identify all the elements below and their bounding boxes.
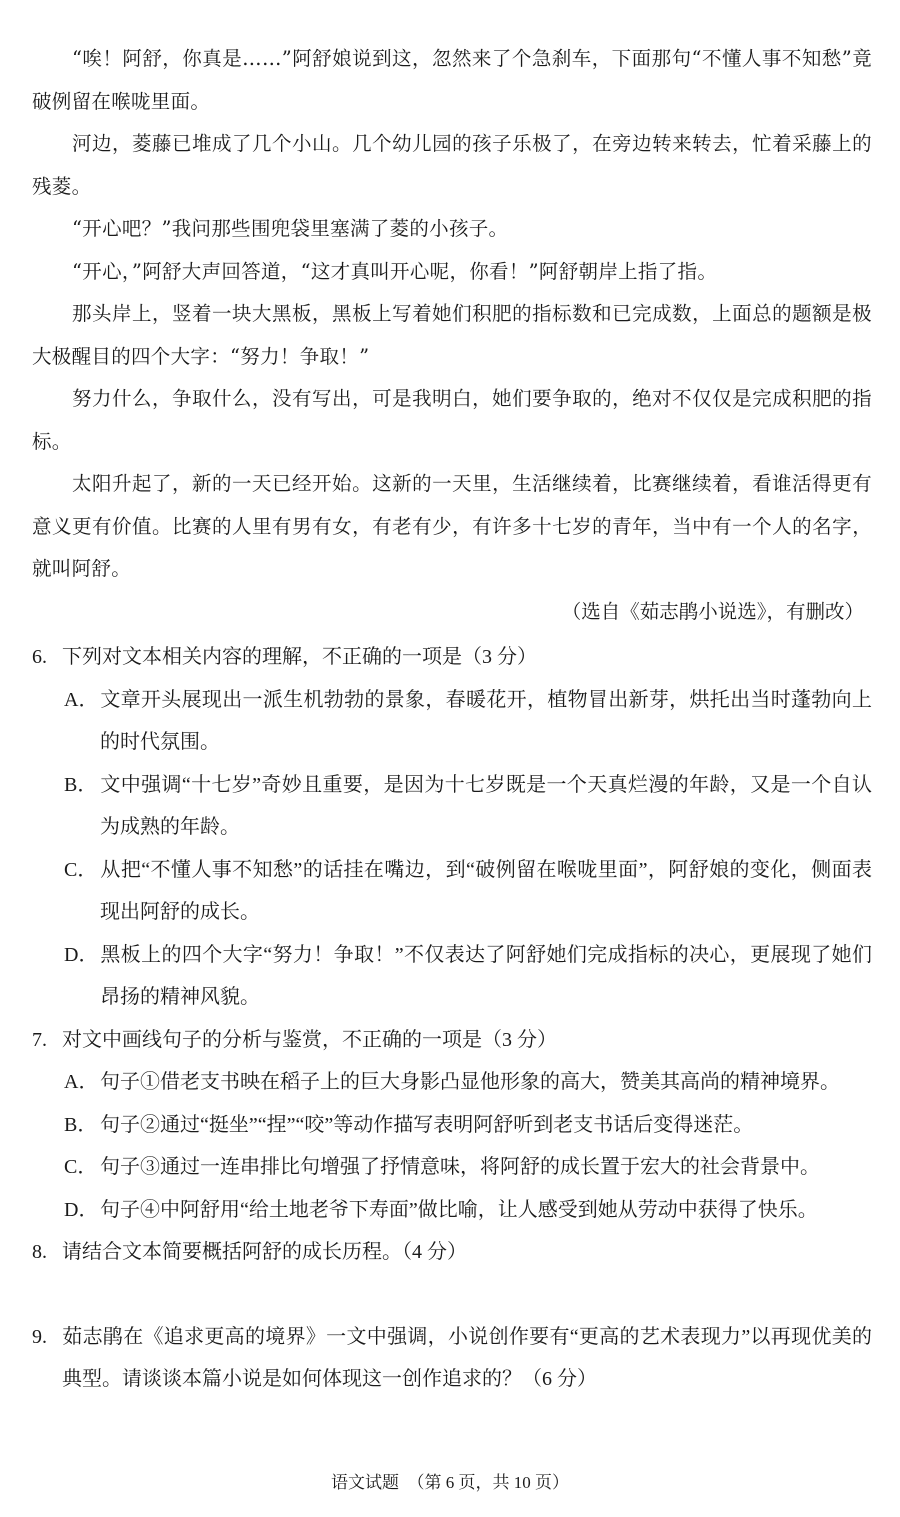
passage-paragraph: “开心吧？”我问那些围兜袋里塞满了菱的小孩子。	[72, 217, 509, 240]
option-letter: A．	[64, 688, 99, 711]
option-letter: A．	[64, 1071, 99, 1093]
passage-paragraph: 那头岸上，竖着一块大黑板，黑板上写着她们积肥的指标数和已完成数，上面总的题额是极大极醒目的四个大字：“努力！争取！”	[32, 302, 872, 368]
option-d	[32, 934, 872, 1019]
page-footer: 语文试题 （第 6 页，共 10 页）	[331, 1473, 569, 1492]
passage-paragraph: 努力什么，争取什么，没有写出，可是我明白，她们要争取的，绝对不仅仅是完成积肥的指标。	[32, 387, 872, 453]
option-c	[32, 1146, 872, 1189]
question-number: 9.	[32, 1325, 47, 1348]
question-list	[32, 636, 872, 1401]
option-a	[32, 679, 872, 764]
question-8	[32, 1231, 872, 1274]
passage-source: （选自《茹志鹃小说选》，有删改）	[561, 599, 864, 623]
option-letter: D．	[64, 943, 99, 966]
question-number: 7.	[32, 1028, 47, 1051]
question-text: 茹志鹃在《追求更高的境界》一文中强调，小说创作要有“更高的艺术表现力”以再现优美的典型。请谈谈本篇小说是如何体现这一创作追求的？（6 分）	[62, 1325, 872, 1390]
question-text: 对文中画线句子的分析与鉴赏，不正确的一项是（3 分）	[62, 1028, 557, 1051]
option-text: 文章开头展现出一派生机勃勃的景象，春暖花开，植物冒出新芽，烘托出当时蓬勃向上的时代氛围。	[100, 688, 872, 753]
option-text: 句子①借老支书映在稻子上的巨大身影凸显他形象的高大，赞美其高尚的精神境界。	[100, 1071, 840, 1093]
passage-paragraph: 太阳升起了，新的一天已经开始。这新的一天里，生活继续着，比赛继续着，看谁活得更有意义更有价值。比赛的人里有男有女，有老有少，有许多十七岁的青年，当中有一个人的名字，就叫阿舒。	[32, 472, 872, 580]
option-c	[32, 849, 872, 934]
option-letter: C．	[64, 858, 98, 881]
question-number: 8.	[32, 1241, 47, 1263]
question-9	[32, 1316, 872, 1401]
option-letter: C．	[64, 1156, 98, 1178]
answer-space	[32, 1274, 872, 1316]
option-letter: B．	[64, 773, 98, 796]
question-number: 6.	[32, 646, 47, 668]
question-7	[32, 1019, 872, 1232]
question-text: 下列对文本相关内容的理解，不正确的一项是（3 分）	[62, 646, 537, 668]
option-text: 从把“不懂人事不知愁”的话挂在嘴边，到“破例留在喉咙里面”，阿舒娘的变化，侧面表现出阿舒的成长。	[100, 858, 872, 923]
question-6	[32, 636, 872, 1019]
option-b	[32, 1104, 872, 1147]
reading-passage	[32, 38, 872, 633]
option-letter: D．	[64, 1198, 99, 1221]
passage-paragraph: “开心，”阿舒大声回答道，“这才真叫开心呢，你看！”阿舒朝岸上指了指。	[72, 259, 718, 283]
option-text: 文中强调“十七岁”奇妙且重要，是因为十七岁既是一个天真烂漫的年龄，又是一个自认为成熟的年龄。	[100, 773, 872, 838]
option-text: 句子④中阿舒用“给土地老爷下寿面”做比喻，让人感受到她从劳动中获得了快乐。	[100, 1198, 818, 1221]
option-d	[32, 1189, 872, 1232]
passage-paragraph: 河边，菱藤已堆成了几个小山。几个幼儿园的孩子乐极了，在旁边转来转去，忙着采藤上的残菱。	[32, 132, 872, 198]
option-b	[32, 764, 872, 849]
option-text: 句子②通过“挺坐”“捏”“咬”等动作描写表明阿舒听到老支书话后变得迷茫。	[100, 1113, 754, 1136]
option-letter: B．	[64, 1113, 98, 1136]
question-text: 请结合文本简要概括阿舒的成长历程。（4 分）	[62, 1241, 467, 1263]
passage-paragraph: “唉！阿舒，你真是……”阿舒娘说到这，忽然来了个急刹车，下面那句“不懂人事不知愁”竟破例留在喉咙里面。	[32, 47, 872, 113]
option-text: 句子③通过一连串排比句增强了抒情意味，将阿舒的成长置于宏大的社会背景中。	[100, 1156, 820, 1178]
option-a	[32, 1061, 872, 1104]
option-text: 黑板上的四个大字“努力！争取！”不仅表达了阿舒她们完成指标的决心，更展现了她们昂扬的精神风貌。	[100, 943, 872, 1008]
